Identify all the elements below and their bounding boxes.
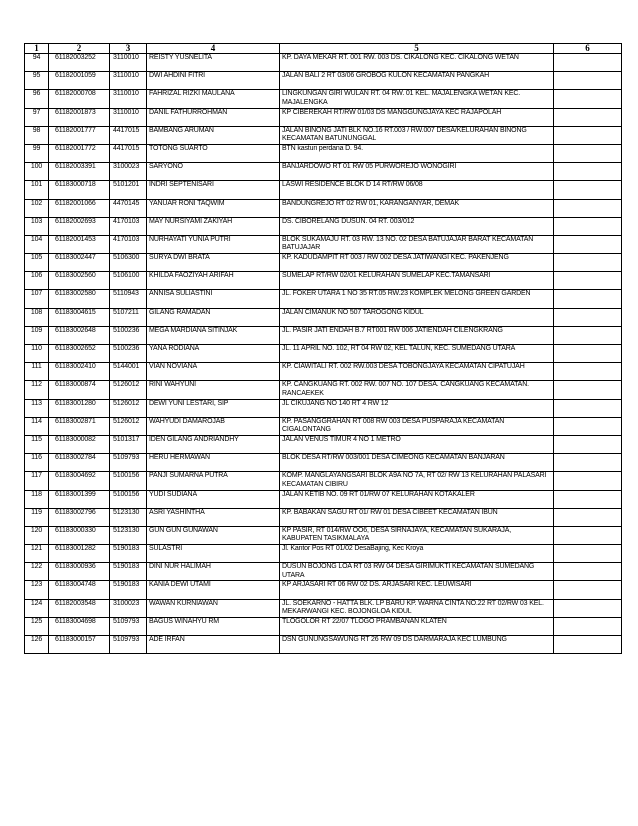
cell-address: JL CIKUJANG NO 140 RT 4 RW 12 bbox=[280, 399, 554, 417]
cell-address: KP. KADUDAMPIT RT 003 / RW 002 DESA JATIWANGI KEC. PAKENJENG bbox=[280, 254, 554, 272]
cell-number: 98 bbox=[25, 126, 49, 144]
cell-address: KP CIBEREKAH RT/RW 01/03 DS MANGGUNGJAYA KEC RAJAPOLAH bbox=[280, 108, 554, 126]
cell-number: 108 bbox=[25, 308, 49, 326]
cell-code: 5190183 bbox=[110, 563, 147, 581]
cell-extra bbox=[554, 435, 622, 453]
table-row bbox=[25, 199, 622, 217]
table-row bbox=[25, 72, 622, 90]
cell-extra bbox=[554, 90, 622, 108]
cell-number: 123 bbox=[25, 581, 49, 599]
cell-number: 104 bbox=[25, 235, 49, 253]
cell-number: 111 bbox=[25, 363, 49, 381]
cell-number: 122 bbox=[25, 563, 49, 581]
cell-number: 114 bbox=[25, 417, 49, 435]
cell-name: MEGA MARDIANA SITINJAK bbox=[147, 326, 280, 344]
cell-participant-id: 61183002410 bbox=[49, 363, 110, 381]
cell-address: LASWI RESIDENCE BLOK D 14 RT/RW 06/08 bbox=[280, 181, 554, 199]
cell-name: DWI AHDINI FITRI bbox=[147, 72, 280, 90]
table-row bbox=[25, 363, 622, 381]
cell-name: GUN GUN GUNAWAN bbox=[147, 526, 280, 544]
cell-address: BTN kasturi perdana D. 94. bbox=[280, 144, 554, 162]
cell-number: 119 bbox=[25, 508, 49, 526]
cell-participant-id: 61183002652 bbox=[49, 345, 110, 363]
cell-name: WAHYUDI DAMAROJAB bbox=[147, 417, 280, 435]
header-col-1: 1 bbox=[25, 44, 49, 54]
cell-participant-id: 61182003548 bbox=[49, 599, 110, 617]
cell-participant-id: 61182001453 bbox=[49, 235, 110, 253]
cell-participant-id: 61183000718 bbox=[49, 181, 110, 199]
cell-code: 5109793 bbox=[110, 454, 147, 472]
cell-number: 96 bbox=[25, 90, 49, 108]
cell-number: 94 bbox=[25, 54, 49, 72]
cell-address: BANJARDOWO RT 01 RW 05 PURWOREJO WONOGIRI bbox=[280, 163, 554, 181]
cell-address: KP. CANGKUANG RT. 002 RW. 007 NO. 107 DESA. CANGKUANG KECAMATAN. RANCAEKEK bbox=[280, 381, 554, 399]
cell-name: KANIA DEWI UTAMI bbox=[147, 581, 280, 599]
cell-extra bbox=[554, 526, 622, 544]
cell-code: 3110010 bbox=[110, 108, 147, 126]
cell-address: JALAN BALI 2 RT 03/06 GROBOG KULON KECAMATAN PANGKAH bbox=[280, 72, 554, 90]
cell-number: 116 bbox=[25, 454, 49, 472]
cell-participant-id: 61183001280 bbox=[49, 399, 110, 417]
cell-name: SULASTRI bbox=[147, 545, 280, 563]
table-row bbox=[25, 617, 622, 635]
cell-code: 5126012 bbox=[110, 417, 147, 435]
cell-code: 5101201 bbox=[110, 181, 147, 199]
cell-extra bbox=[554, 199, 622, 217]
cell-name: KHILDA FAOZIYAH ARIFAH bbox=[147, 272, 280, 290]
cell-address: LINGKUNGAN GIRI WULAN RT. 04 RW. 01 KEL. MAJALENGKA WETAN KEC. MAJALENGKA bbox=[280, 90, 554, 108]
cell-code: 4470145 bbox=[110, 199, 147, 217]
cell-name: IDEN GILANG ANDRIANDHY bbox=[147, 435, 280, 453]
header-col-3: 3 bbox=[110, 44, 147, 54]
cell-code: 5190183 bbox=[110, 581, 147, 599]
participant-table bbox=[24, 43, 622, 654]
cell-name: BAMBANG ARUMAN bbox=[147, 126, 280, 144]
cell-name: HERU HERMAWAN bbox=[147, 454, 280, 472]
cell-participant-id: 61183004698 bbox=[49, 617, 110, 635]
cell-name: NURHAYATI YUNIA PUTRI bbox=[147, 235, 280, 253]
cell-name: SURYA DWI BRATA bbox=[147, 254, 280, 272]
cell-extra bbox=[554, 508, 622, 526]
cell-extra bbox=[554, 254, 622, 272]
cell-extra bbox=[554, 363, 622, 381]
cell-extra bbox=[554, 581, 622, 599]
cell-address: JL. 11 APRIL NO. 102, RT 04 RW 02, KEL TALUN, KEC. SUMEDANG UTARA bbox=[280, 345, 554, 363]
cell-code: 5100156 bbox=[110, 472, 147, 490]
cell-code: 5106300 bbox=[110, 254, 147, 272]
cell-participant-id: 61183001282 bbox=[49, 545, 110, 563]
table-row bbox=[25, 399, 622, 417]
cell-code: 5100156 bbox=[110, 490, 147, 508]
cell-participant-id: 61183000936 bbox=[49, 563, 110, 581]
cell-number: 101 bbox=[25, 181, 49, 199]
cell-name: GILANG RAMADAN bbox=[147, 308, 280, 326]
cell-code: 3110010 bbox=[110, 90, 147, 108]
cell-participant-id: 61183000082 bbox=[49, 435, 110, 453]
header-col-6: 6 bbox=[554, 44, 622, 54]
cell-address: JL. PASIR JATI ENDAH B.7 RT001 RW 006 JATIENDAH CILENGKRANG bbox=[280, 326, 554, 344]
cell-code: 4417015 bbox=[110, 144, 147, 162]
table-row bbox=[25, 108, 622, 126]
cell-extra bbox=[554, 290, 622, 308]
cell-address: SUMELAP RT/RW 02/01 KELURAHAN SUMELAP KEC.TAMANSARI bbox=[280, 272, 554, 290]
cell-participant-id: 61182001772 bbox=[49, 144, 110, 162]
table-row bbox=[25, 181, 622, 199]
cell-participant-id: 61183002648 bbox=[49, 326, 110, 344]
table-row bbox=[25, 636, 622, 654]
cell-number: 113 bbox=[25, 399, 49, 417]
table-row bbox=[25, 581, 622, 599]
cell-code: 5126012 bbox=[110, 381, 147, 399]
cell-code: 5101317 bbox=[110, 435, 147, 453]
table-row bbox=[25, 345, 622, 363]
cell-participant-id: 61183000874 bbox=[49, 381, 110, 399]
table-row bbox=[25, 144, 622, 162]
cell-code: 4170103 bbox=[110, 235, 147, 253]
cell-number: 99 bbox=[25, 144, 49, 162]
cell-extra bbox=[554, 126, 622, 144]
table-body bbox=[25, 54, 622, 654]
data-sheet bbox=[24, 43, 621, 654]
table-row bbox=[25, 290, 622, 308]
cell-extra bbox=[554, 545, 622, 563]
header-col-5: 5 bbox=[280, 44, 554, 54]
cell-extra bbox=[554, 381, 622, 399]
cell-name: BAGUS WINAHYU RM bbox=[147, 617, 280, 635]
cell-code: 5100236 bbox=[110, 326, 147, 344]
cell-extra bbox=[554, 272, 622, 290]
cell-address: KOMP. MANGLAYANGSARI BLOK A9A NO 7A, RT 02/ RW 13 KELURAHAN PALASARI KECAMATAN CIBIRU bbox=[280, 472, 554, 490]
cell-address: BANDUNGREJO RT 02 RW 01, KARANGANYAR, DEMAK bbox=[280, 199, 554, 217]
cell-extra bbox=[554, 72, 622, 90]
table-row bbox=[25, 490, 622, 508]
table-row bbox=[25, 217, 622, 235]
cell-participant-id: 61183002871 bbox=[49, 417, 110, 435]
cell-participant-id: 61182003391 bbox=[49, 163, 110, 181]
cell-name: PANJI SUMARNA PUTRA bbox=[147, 472, 280, 490]
cell-extra bbox=[554, 563, 622, 581]
cell-address: TLOGOLOR RT 22/07 TLOGO PRAMBANAN KLATEN bbox=[280, 617, 554, 635]
cell-participant-id: 61183002580 bbox=[49, 290, 110, 308]
cell-extra bbox=[554, 636, 622, 654]
cell-code: 5123130 bbox=[110, 526, 147, 544]
table-row bbox=[25, 435, 622, 453]
cell-name: YUDI SUDIANA bbox=[147, 490, 280, 508]
cell-address: KP. DAYA MEKAR RT. 001 RW. 003 DS. CIKALONG KEC. CIKALONG WETAN bbox=[280, 54, 554, 72]
cell-extra bbox=[554, 490, 622, 508]
cell-address: DUSUN BOJONG LOA RT 03 RW 04 DESA GIRIMUKTI KECAMATAN SUMEDANG UTARA bbox=[280, 563, 554, 581]
cell-address: BLOK SUKAMAJU RT. 03 RW. 13 NO. 02 DESA BATUJAJAR BARAT KECAMATAN BATUJAJAR bbox=[280, 235, 554, 253]
cell-participant-id: 61183004692 bbox=[49, 472, 110, 490]
cell-name: RINI WAHYUNI bbox=[147, 381, 280, 399]
cell-number: 115 bbox=[25, 435, 49, 453]
cell-code: 3110010 bbox=[110, 54, 147, 72]
cell-name: ANNISA SULIASTINI bbox=[147, 290, 280, 308]
cell-number: 110 bbox=[25, 345, 49, 363]
header-row bbox=[25, 44, 622, 54]
cell-name: ASRI YASHINTHA bbox=[147, 508, 280, 526]
cell-number: 107 bbox=[25, 290, 49, 308]
cell-number: 118 bbox=[25, 490, 49, 508]
cell-name: REISTY YUSNELITA bbox=[147, 54, 280, 72]
cell-extra bbox=[554, 308, 622, 326]
cell-code: 5107211 bbox=[110, 308, 147, 326]
cell-number: 105 bbox=[25, 254, 49, 272]
cell-name: SARYONO bbox=[147, 163, 280, 181]
cell-name: ADE IRFAN bbox=[147, 636, 280, 654]
cell-participant-id: 61183004748 bbox=[49, 581, 110, 599]
cell-number: 121 bbox=[25, 545, 49, 563]
cell-participant-id: 61182001066 bbox=[49, 199, 110, 217]
cell-extra bbox=[554, 454, 622, 472]
cell-code: 4417015 bbox=[110, 126, 147, 144]
cell-participant-id: 61182001059 bbox=[49, 72, 110, 90]
table-row bbox=[25, 126, 622, 144]
header-col-2: 2 bbox=[49, 44, 110, 54]
cell-extra bbox=[554, 144, 622, 162]
cell-number: 124 bbox=[25, 599, 49, 617]
cell-name: DANIL FATHURROHMAN bbox=[147, 108, 280, 126]
cell-extra bbox=[554, 108, 622, 126]
cell-name: VIAN NOVIANA bbox=[147, 363, 280, 381]
cell-extra bbox=[554, 235, 622, 253]
cell-code: 5109793 bbox=[110, 636, 147, 654]
cell-extra bbox=[554, 163, 622, 181]
cell-code: 5123130 bbox=[110, 508, 147, 526]
cell-address: JL. FOKER UTARA 1 NO 35 RT.05 RW.23 KOMPLEK MELONG GREEN GARDEN bbox=[280, 290, 554, 308]
cell-code: 5110943 bbox=[110, 290, 147, 308]
cell-participant-id: 61183001399 bbox=[49, 490, 110, 508]
cell-code: 4170103 bbox=[110, 217, 147, 235]
table-row bbox=[25, 472, 622, 490]
header-col-4: 4 bbox=[147, 44, 280, 54]
cell-number: 97 bbox=[25, 108, 49, 126]
cell-code: 5144001 bbox=[110, 363, 147, 381]
cell-address: KP PASIR, RT 014/RW OO6, DESA SIRNAJAYA, KECAMATAN SUKARAJA, KABUPATEN TASIKMALAYA bbox=[280, 526, 554, 544]
cell-participant-id: 61183002796 bbox=[49, 508, 110, 526]
cell-name: YANA RODIANA bbox=[147, 345, 280, 363]
cell-extra bbox=[554, 399, 622, 417]
cell-code: 3100023 bbox=[110, 163, 147, 181]
cell-participant-id: 61182001777 bbox=[49, 126, 110, 144]
table-row bbox=[25, 308, 622, 326]
table-row bbox=[25, 454, 622, 472]
cell-extra bbox=[554, 217, 622, 235]
cell-number: 103 bbox=[25, 217, 49, 235]
cell-address: JALAN KETIB NO. 09 RT 01/RW 07 KELURAHAN KOTAKALER bbox=[280, 490, 554, 508]
table-row bbox=[25, 563, 622, 581]
cell-extra bbox=[554, 417, 622, 435]
cell-number: 120 bbox=[25, 526, 49, 544]
cell-number: 112 bbox=[25, 381, 49, 399]
cell-number: 95 bbox=[25, 72, 49, 90]
cell-name: DINI NUR HALIMAH bbox=[147, 563, 280, 581]
cell-code: 5109793 bbox=[110, 617, 147, 635]
cell-participant-id: 61182001873 bbox=[49, 108, 110, 126]
table-row bbox=[25, 599, 622, 617]
cell-participant-id: 61183002447 bbox=[49, 254, 110, 272]
cell-code: 5190183 bbox=[110, 545, 147, 563]
cell-number: 117 bbox=[25, 472, 49, 490]
table-row bbox=[25, 526, 622, 544]
cell-address: KP. CIAWITALI RT. 002 RW.003 DESA TOBONGJAYA KECAMATAN CIPATUJAH bbox=[280, 363, 554, 381]
cell-address: Jl. Kantor Pos RT 01/02 DesaBajing, Kec Kroya bbox=[280, 545, 554, 563]
cell-number: 125 bbox=[25, 617, 49, 635]
cell-address: KP. BABAKAN SAGU RT 01/ RW 01 DESA CIBEET KECAMATAN IBUN bbox=[280, 508, 554, 526]
cell-code: 5126012 bbox=[110, 399, 147, 417]
cell-address: JALAN CIMANUK NO 507 TAROGONG KIDUL bbox=[280, 308, 554, 326]
table-row bbox=[25, 381, 622, 399]
table-row bbox=[25, 235, 622, 253]
cell-name: DEWI YUNI LESTARI, SIP bbox=[147, 399, 280, 417]
cell-extra bbox=[554, 326, 622, 344]
cell-name: FAHRIZAL RIZKI MAULANA bbox=[147, 90, 280, 108]
cell-name: YANUAR RONI TAQWIM bbox=[147, 199, 280, 217]
cell-address: DS. CIBORELANG DUSUN. 04 RT. 003/012 bbox=[280, 217, 554, 235]
table-row bbox=[25, 326, 622, 344]
table-row bbox=[25, 545, 622, 563]
cell-extra bbox=[554, 181, 622, 199]
cell-number: 126 bbox=[25, 636, 49, 654]
cell-address: DSN GUNUNGSAWUNG RT 26 RW 09 DS DARMARAJA KEC LUMBUNG bbox=[280, 636, 554, 654]
table-row bbox=[25, 417, 622, 435]
cell-code: 5100236 bbox=[110, 345, 147, 363]
cell-participant-id: 61182003252 bbox=[49, 54, 110, 72]
cell-extra bbox=[554, 617, 622, 635]
cell-address: BLOK DESA RT/RW 003/001 DESA CIMEONG KECAMATAN BANJARAN bbox=[280, 454, 554, 472]
cell-extra bbox=[554, 599, 622, 617]
cell-name: INDRI SEPTENISARI bbox=[147, 181, 280, 199]
cell-code: 3110010 bbox=[110, 72, 147, 90]
cell-participant-id: 61183002784 bbox=[49, 454, 110, 472]
table-row bbox=[25, 90, 622, 108]
cell-participant-id: 61183000157 bbox=[49, 636, 110, 654]
cell-participant-id: 61183000330 bbox=[49, 526, 110, 544]
cell-name: MAY NURSIYAMI ZAKIYAH bbox=[147, 217, 280, 235]
cell-extra bbox=[554, 472, 622, 490]
cell-extra bbox=[554, 54, 622, 72]
cell-name: WAWAN KURNIAWAN bbox=[147, 599, 280, 617]
cell-address: JALAN BINONG JATI BLK NO.16 RT.003 / RW.007 DESA/KELURAHAN BINONG KECAMATAN BATUNUNGGAL bbox=[280, 126, 554, 144]
table-row bbox=[25, 163, 622, 181]
table-row bbox=[25, 508, 622, 526]
cell-number: 109 bbox=[25, 326, 49, 344]
cell-participant-id: 61183002560 bbox=[49, 272, 110, 290]
cell-participant-id: 61182002693 bbox=[49, 217, 110, 235]
cell-address: KP. PASANGGRAHAN RT 008 RW 003 DESA PUSPARAJA KECAMATAN CIGALONTANG bbox=[280, 417, 554, 435]
cell-code: 5106100 bbox=[110, 272, 147, 290]
cell-number: 106 bbox=[25, 272, 49, 290]
cell-code: 3100023 bbox=[110, 599, 147, 617]
table-row bbox=[25, 54, 622, 72]
cell-participant-id: 61183004615 bbox=[49, 308, 110, 326]
cell-name: TOTONG SUARTO bbox=[147, 144, 280, 162]
cell-number: 100 bbox=[25, 163, 49, 181]
cell-address: KP ARJASARI RT 06 RW 02 DS. ARJASARI KEC. LEUWISARI bbox=[280, 581, 554, 599]
table-row bbox=[25, 254, 622, 272]
cell-participant-id: 61182000708 bbox=[49, 90, 110, 108]
cell-number: 102 bbox=[25, 199, 49, 217]
cell-address: JALAN VENUS TIMUR 4 NO 1 METRO bbox=[280, 435, 554, 453]
cell-extra bbox=[554, 345, 622, 363]
cell-address: JL. SOEKARNO - HATTA BLK. LP BARU KP. WARNA CINTA NO.22 RT 02/RW 03 KEL. MEKARWANGI KEC. BOJONGLOA KIDUL bbox=[280, 599, 554, 617]
table-row bbox=[25, 272, 622, 290]
